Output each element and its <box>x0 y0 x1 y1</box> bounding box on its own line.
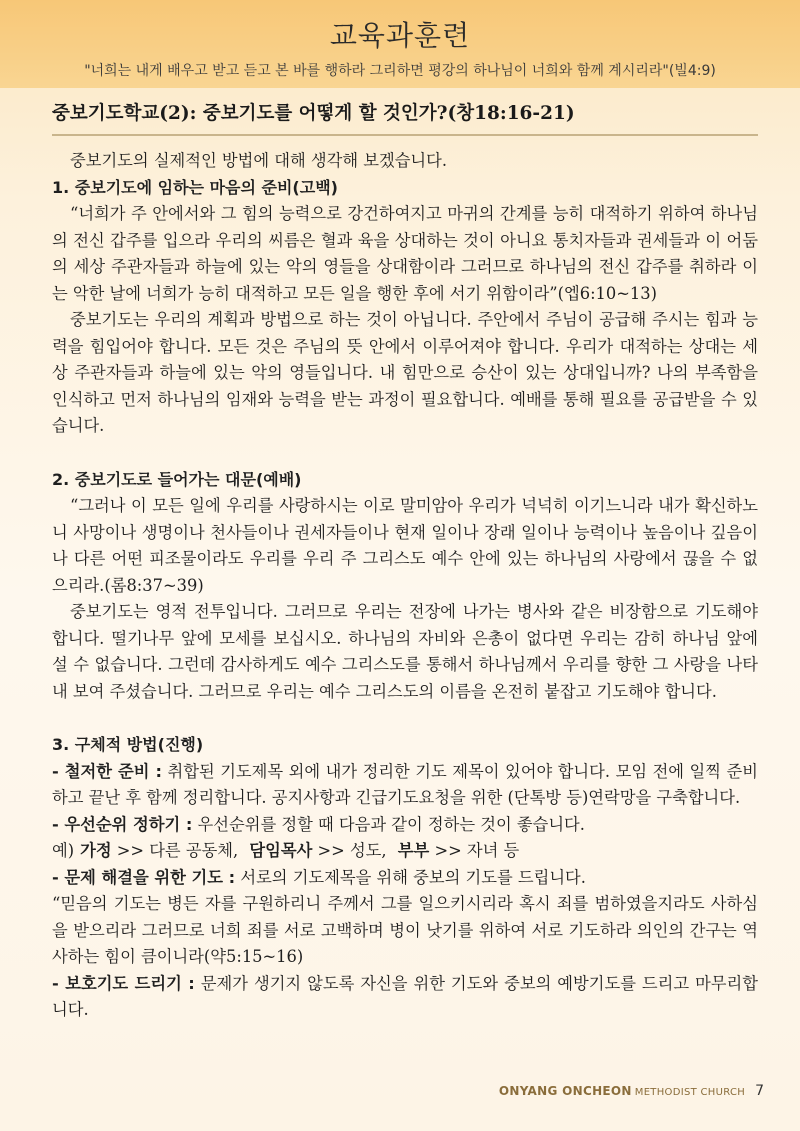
article <box>52 100 758 1024</box>
method-label: - 우선순위 정하기 : <box>52 814 193 834</box>
section2-quote: “그러나 이 모든 일에 우리를 사랑하시는 이로 말미암아 우리가 넉넉히 이기느니라 내가 확신하노니 사망이나 생명이나 천사들이나 권세자들이나 현재 일이나 장래 일이나 능력이나 높음이나 깊음이나 다른 어떤 피조물이라도 우리를 우리 주 그리스도 예수 안에 있는 하나님의 사랑에서 끊을 수 없으리라.(롬8:37~39) <box>52 496 758 595</box>
method-text: 우선순위를 정할 때 다음과 같이 정하는 것이 좋습니다. <box>192 814 585 834</box>
method-quote: “믿음의 기도는 병든 자를 구원하리니 주께서 그를 일으키시리라 혹시 죄를 범하였을지라도 사하심을 받으리라 그러므로 너희 죄를 서로 고백하며 병이 낫기를 위하여 서로 기도하라 의인의 간구는 역사하는 힘이 큼이니라(약5:15~16) <box>52 894 758 966</box>
example-key: 담임목사 <box>249 841 313 860</box>
church-subtitle: METHODIST CHURCH <box>634 1087 746 1098</box>
section1-quote: “너희가 주 안에서와 그 힘의 능력으로 강건하여지고 마귀의 간계를 능히 대적하기 위하여 하나님의 전신 갑주를 입으라 우리의 씨름은 혈과 육을 상대하는 것이 아니요 통치자들과 권세들과 이 어둠의 세상 주관자들과 하늘에 있는 악의 영들을 상대함이라 그러므로 하나님의 전신 갑주를 취하라 이는 악한 날에 너희가 능히 대적하고 모든 일을 행한 후에 서기 위함이라”(엡6:10~13) <box>52 204 758 303</box>
page-header <box>0 0 800 88</box>
example-value: >> 다른 공동체, <box>116 841 239 860</box>
church-name: ONYANG ONCHEON <box>498 1084 632 1098</box>
example-key: 가정 <box>80 841 112 860</box>
example-prefix: 예) <box>52 841 75 860</box>
example-value: >> 자녀 등 <box>434 841 520 860</box>
example-value: >> 성도, <box>317 841 387 860</box>
priority-example <box>52 838 758 865</box>
method-text: 취합된 기도제목 외에 내가 정리한 기도 제목이 있어야 합니다. 모임 전에 일찍 준비하고 끝난 후 함께 정리합니다. 공지사항과 긴급기도요청을 위한 (단톡방 등)연락망을 구축합니다. <box>52 761 758 807</box>
method-item-priority <box>52 812 758 839</box>
method-item-protection <box>52 971 758 1024</box>
example-key: 부부 <box>397 841 430 860</box>
method-text: 문제가 생기지 않도록 자신을 위한 기도와 중보의 예방기도를 드리고 마무리합니다. <box>52 973 758 1019</box>
method-item-preparation <box>52 759 758 812</box>
page-number: 7 <box>755 1083 764 1099</box>
section2-body: 중보기도는 영적 전투입니다. 그러므로 우리는 전장에 나가는 병사와 같은 비장함으로 기도해야 합니다. 떨기나무 앞에 모세를 보십시오. 하나님의 자비와 은총이 없다면 우리는 감히 하나님 앞에 설 수 없습니다. 그런데 감사하게도 예수 그리스도를 통해서 하나님께서 우리를 향한 그 사랑을 나타내 보여 주셨습니다. 그러므로 우리는 예수 그리스도의 이름을 온전히 붙잡고 기도해야 합니다. <box>52 602 758 701</box>
section1-body: 중보기도는 우리의 계획과 방법으로 하는 것이 아닙니다. 주안에서 주님이 공급해 주시는 힘과 능력을 힘입어야 합니다. 모든 것은 주님의 뜻 안에서 이루어져야 합니다. 우리가 대적하는 상대는 세상 주관자들과 하늘에 있는 악의 영들입니다. 내 힘만으로 승산이 있는 상대입니까? 나의 부족함을 인식하고 먼저 하나님의 임재와 능력을 받는 과정이 필요합니다. 예배를 통해 필요를 공급받을 수 있습니다. <box>52 310 758 435</box>
section1-heading: 1. 중보기도에 임하는 마음의 준비(고백) <box>52 177 338 197</box>
method-label: - 보호기도 드리기 : <box>52 973 195 993</box>
section2-heading: 2. 중보기도로 들어가는 대문(예배) <box>52 469 302 489</box>
method-text: 서로의 기도제목을 위해 중보의 기도를 드립니다. <box>235 867 586 887</box>
method-label: - 철저한 준비 : <box>52 761 162 781</box>
header-verse: "너희는 내게 배우고 받고 듣고 본 바를 행하라 그리하면 평강의 하나님이 너희와 함께 계시리라"(빌4:9) <box>84 63 716 79</box>
spacer <box>52 705 758 732</box>
page-footer <box>499 1080 764 1099</box>
title-divider <box>52 134 758 136</box>
lesson-title: 중보기도학교(2): 중보기도를 어떻게 할 것인가?(창18:16-21) <box>52 103 575 124</box>
method-item-problem <box>52 865 758 892</box>
intro-paragraph: 중보기도의 실제적인 방법에 대해 생각해 보겠습니다. <box>70 151 448 170</box>
spacer <box>52 440 758 467</box>
section-title: 교육과훈련 <box>329 19 471 52</box>
section3-heading: 3. 구체적 방법(진행) <box>52 735 204 754</box>
method-label: - 문제 해결을 위한 기도 : <box>52 867 236 887</box>
